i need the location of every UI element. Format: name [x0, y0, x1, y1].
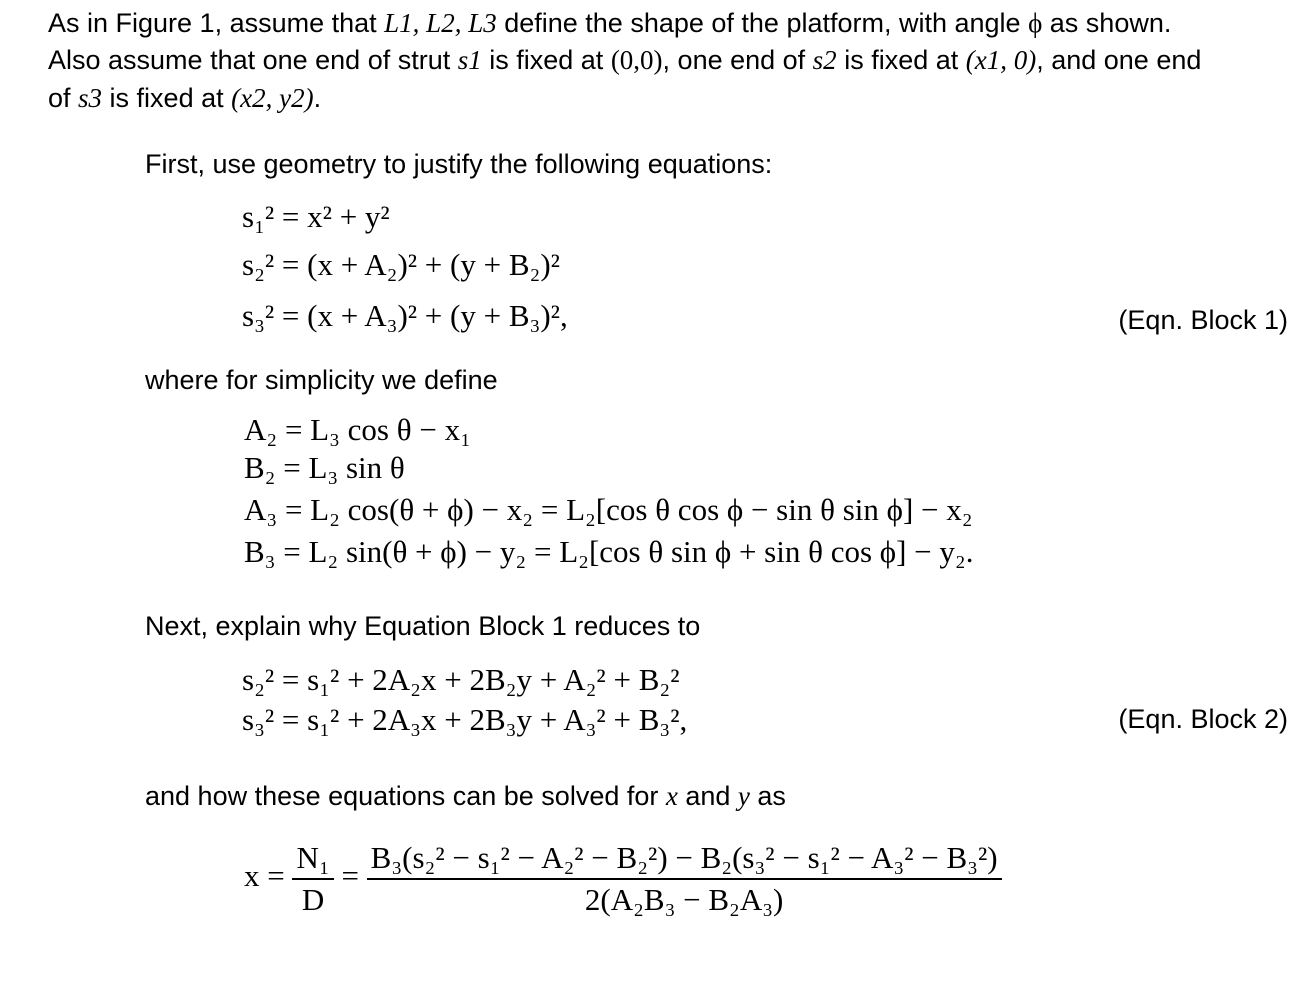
- phi-symbol: ϕ: [1028, 8, 1043, 38]
- block1-eq1: s₁² = x² + y²: [242, 199, 390, 234]
- point-x2-y2: (x2, y2): [231, 83, 314, 113]
- intro-text: as shown.: [1042, 8, 1172, 38]
- solution-equals: =: [341, 858, 359, 894]
- l-variables: L1, L2, L3: [384, 8, 497, 38]
- solution-denominator: 2(A₂B₃ − B₂A₃): [584, 882, 784, 917]
- n1: N₁: [292, 838, 333, 880]
- block2-eq2: s₃² = s₁² + 2A₃x + 2B₃y + A₃² + B₃²,: [242, 702, 688, 737]
- var-x: x: [665, 781, 678, 811]
- define-text: where for simplicity we define: [145, 365, 498, 395]
- intro-text: , one end of: [662, 45, 813, 75]
- block1-eq2: s₂² = (x + A₂)² + (y + B₂)²: [242, 247, 560, 282]
- step3-part: and how these equations can be solved for: [145, 781, 666, 811]
- def-b2: B₂ = L₃ sin θ: [244, 450, 405, 485]
- intro-text: is fixed at: [102, 83, 232, 113]
- block2-eq1: s₂² = s₁² + 2A₂x + 2B₂y + A₂² + B₂²: [242, 662, 680, 697]
- var-y: y: [737, 781, 750, 811]
- origin-point: (0,0): [610, 45, 663, 75]
- def-a2: A₂ = L₃ cos θ − x₁: [244, 412, 471, 447]
- intro-text: .: [313, 83, 322, 113]
- step3-part: and: [677, 781, 738, 811]
- step1-text: First, use geometry to justify the following equations:: [145, 149, 773, 179]
- strut-s3: s3: [78, 83, 103, 113]
- solution-lhs: x =: [244, 858, 285, 894]
- intro-text: is fixed at: [481, 45, 611, 75]
- intro-text: , and one end: [1036, 45, 1202, 75]
- step2-text: Next, explain why Equation Block 1 reduces to: [145, 611, 701, 641]
- intro-line-2: [48, 42, 1201, 79]
- def-b3: B₃ = L₂ sin(θ + ϕ) − y₂ = L₂[cos θ sin ϕ + sin θ cos ϕ] − y₂.: [244, 534, 974, 569]
- block1-label: (Eqn. Block 1): [1118, 305, 1288, 335]
- step3-text: [145, 778, 786, 815]
- intro-text: define the shape of the platform, with angle: [496, 8, 1029, 38]
- solution-numerator: B₃(s₂² − s₁² − A₂² − B₂²) − B₂(s₃² − s₁² − A₃² − B₃²): [367, 838, 1002, 880]
- intro-line-1: [48, 5, 1171, 42]
- def-a3: A₃ = L₂ cos(θ + ϕ) − x₂ = L₂[cos θ cos ϕ − sin θ sin ϕ] − x₂: [244, 492, 973, 527]
- strut-s1: s1: [457, 45, 482, 75]
- solution-fraction: [367, 838, 1002, 920]
- n1-over-d: [292, 838, 333, 920]
- point-x1: (x1, 0): [965, 45, 1037, 75]
- block1-eq3: s₃² = (x + A₃)² + (y + B₃)²,: [242, 298, 568, 333]
- strut-s2: s2: [812, 45, 837, 75]
- intro-text: Also assume that one end of strut: [48, 45, 458, 75]
- intro-text: of: [48, 83, 79, 113]
- solution-equation: [244, 838, 1002, 920]
- intro-line-3: [48, 80, 321, 117]
- intro-text: As in Figure 1, assume that: [48, 8, 385, 38]
- step3-part: as: [749, 781, 786, 811]
- intro-text: is fixed at: [836, 45, 966, 75]
- block2-label: (Eqn. Block 2): [1118, 704, 1288, 734]
- d: D: [301, 882, 325, 917]
